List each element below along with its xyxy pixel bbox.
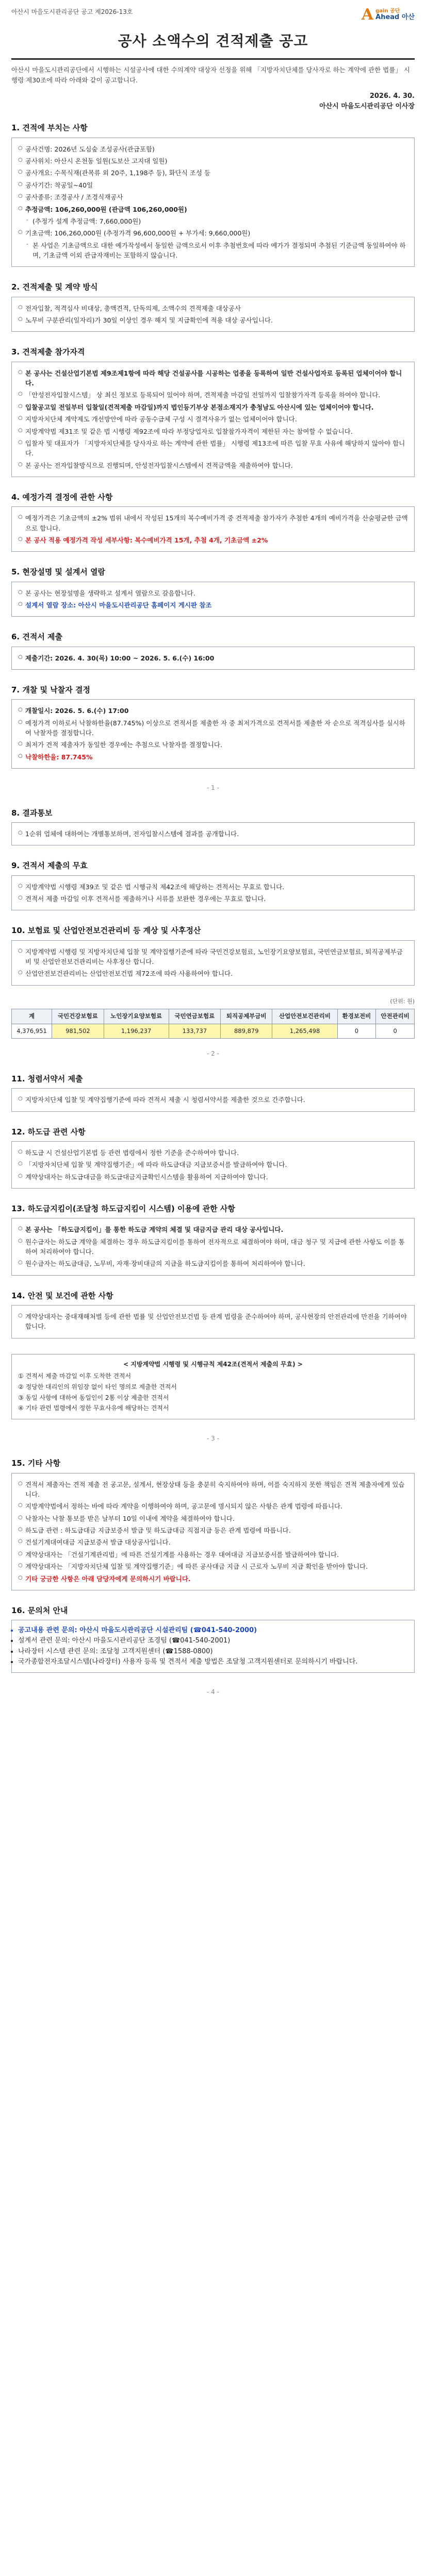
header <box>0 0 426 27</box>
table-header-cell: 산업안전보건관리비 <box>272 1009 337 1024</box>
page-number: - 4 - <box>207 1688 219 1696</box>
list-item: ○ 하도급 시 건설산업기본법 등 관련 법령에서 정한 기준을 준수하여야 합니다. <box>18 1147 408 1159</box>
section <box>0 1450 426 1598</box>
table-cell: 0 <box>376 1024 415 1039</box>
contact-title: 16. 문의처 안내 <box>11 1605 68 1615</box>
section-box <box>11 138 415 267</box>
list-item: ○ 공사개요: 수목식재(관목류 외 20주, 1,198주 등), 화단식 조성 등 <box>18 167 408 179</box>
list-item: ○ 본 공사는 전자입찰방식으로 진행되며, 안성전자입찰시스템에서 견적금액을 제출하여야 합니다. <box>18 460 408 471</box>
section-title: 5. 현장설명 및 설계서 열람 <box>11 567 105 577</box>
section-title: 14. 안전 및 보건에 관한 사항 <box>11 1291 113 1300</box>
section-box <box>11 1088 415 1111</box>
logo-bottom: Ahead 아산 <box>375 13 415 22</box>
list-item: ○ 「지방자치단체 입찰 및 계약집행기준」에 따라 하도급대금 지급보증서를 발급하여야 합니다. <box>18 1159 408 1171</box>
list-item: ○ 낙찰하한율: 87.745% <box>18 751 408 763</box>
issue-date: 2026. 4. 30. <box>369 92 415 100</box>
list-item: - 본 사업은 기초금액으로 대한 예가작성에서 동일한 금액으로서 이후 추첨번호에 따라 예가가 결정되며 추첨된 기준금액 동일하여야 하며, 기초금액 이외 관급자재비는 포함하지 않습니다. <box>18 240 408 262</box>
list-item: - (추정가 설계 추정금액: 7,660,000원) <box>18 215 408 227</box>
legal-line: ① 견적서 제출 마감일 이후 도착한 견적서 <box>18 1372 132 1380</box>
list-item: ○ 원수급자는 하도급대금, 노무비, 자재·장비대금의 지급을 하도급지킴이를 통하여 처리하여야 합니다. <box>18 1258 408 1269</box>
list-item: ○ 설계서 열람 장소: 아산시 마을도시관리공단 홈페이지 게시판 참조 <box>18 599 408 611</box>
sections-group-4 <box>0 1450 426 1598</box>
list-item: ○ 본 공사 적용 예정가격 작성 세부사항: 복수예비가격 15개, 추첨 4개, 기초금액 ±2% <box>18 534 408 546</box>
section-title: 3. 견적제출 참가자격 <box>11 347 85 357</box>
list-item: ○ 공사기간: 착공일~40일 <box>18 179 408 191</box>
section-title: 13. 하도급지킴이(조달청 하도급지킴이 시스템) 이용에 관한 사항 <box>11 1204 235 1214</box>
list-item: ○ 입찰공고일 전일부터 입찰일(견적제출 마감일)까지 법인등기부상 본점소재지가 충청남도 아산시에 있는 업체이어야 합니다. <box>18 401 408 413</box>
section-title: 9. 견적서 제출의 무효 <box>11 861 88 871</box>
list-item: ○ 본 공사는 건설산업기본법 제9조제1항에 따라 해당 건설공사를 시공하는 업종을 등록하여 일반 건설사업자로 등록된 업체이어야 합니다. <box>18 367 408 389</box>
section <box>0 1119 426 1196</box>
table-cell: 133,737 <box>169 1024 220 1039</box>
list-item: ○ 견적서 제출자는 견적 제출 전 공고문, 설계서, 현장상태 등을 충분히 숙지하여야 하며, 이를 숙지하지 못한 책임은 견적 제출자에게 있습니다. <box>18 1479 408 1501</box>
table-header-row <box>12 1009 415 1024</box>
section-title: 11. 청렴서약서 제출 <box>11 1074 83 1084</box>
list-item: ○ 공사위치: 아산시 온천동 일원(도보산 고지대 일원) <box>18 155 408 167</box>
section-box <box>11 647 415 670</box>
list-item: ○ 개찰일시: 2026. 5. 6.(수) 17:00 <box>18 705 408 717</box>
section <box>0 800 426 853</box>
section-title: 1. 견적에 부치는 사항 <box>11 123 88 133</box>
list-item: ○ 예정가격 이하로서 낙찰하한율(87.745%) 이상으로 견적서를 제출한 자 중 최저가격으로 견적서를 제출한 자 순으로 적격심사를 실시하여 낙찰자를 결정합니다. <box>18 717 408 739</box>
insurance-amount-table <box>11 1009 415 1039</box>
list-item: ○ 산업안전보건관리비는 산업안전보건법 제72조에 따라 사용하여야 합니다. <box>18 968 408 979</box>
list-item: ○ 계약상대자는 하도급대금을 하도급대금지급확인시스템을 활용하여 지급하여야 합니다. <box>18 1171 408 1183</box>
section-title: 12. 하도급 관련 사항 <box>11 1127 86 1137</box>
list-item: ○ 계약상대자는 중대재해처벌 등에 관한 법률 및 산업안전보건법 등 관계 법령을 준수하여야 하며, 공사현장의 안전관리에 만전을 기하여야 합니다. <box>18 1311 408 1333</box>
sections-group-3 <box>0 1066 426 1346</box>
table-cell: 1,265,498 <box>272 1024 337 1039</box>
section-box <box>11 362 415 477</box>
list-item: ○ 본 공사는 현장설명을 생략하고 설계서 열람으로 갈음합니다. <box>18 587 408 599</box>
section <box>0 484 426 559</box>
list-item: ○ 예정가격은 기초금액의 ±2% 범위 내에서 작성된 15개의 복수예비가격 중 견적제출 참가자가 추첨한 4개의 예비가격을 산술평균한 금액으로 합니다. <box>18 512 408 534</box>
list-item: ○ 추정금액: 106,260,000원 (관급액 106,260,000원) <box>18 204 408 215</box>
section <box>0 853 426 918</box>
table-unit: (단위: 원) <box>390 997 415 1005</box>
section-title: 7. 개찰 및 낙찰자 결정 <box>11 685 90 695</box>
section <box>0 677 426 776</box>
section-box <box>11 822 415 845</box>
section-box <box>11 297 415 332</box>
section-title: 15. 기타 사항 <box>11 1459 60 1468</box>
list-item: ○ 지방자치단체 입찰 및 계약집행기준에 따라 견적서 제출 시 청렴서약서를 제출한 것으로 간주합니다. <box>18 1094 408 1106</box>
section-title: 10. 보험료 및 산업안전보건관리비 등 계상 및 사후정산 <box>11 926 201 936</box>
list-item: ○ 지방자치단체 계약제도 개선방안에 따라 공동수급체 구성 시 결격사유가 없는 업체이어야 합니다. <box>18 413 408 425</box>
list-item: ○ 낙찰자는 낙찰 통보를 받은 날부터 10일 이내에 계약을 체결하여야 합니다. <box>18 1513 408 1524</box>
section-box <box>11 1473 415 1590</box>
list-item: ○ 지방계약법 시행령 및 지방자치단체 입찰 및 계약집행기준에 따라 국민건강보험료, 노인장기요양보험료, 국민연금보험료, 퇴직공제부금비 및 산업안전보건관리비는 사후정산 합니다. <box>18 946 408 968</box>
list-item: ○ 지방계약법에서 정하는 바에 따라 계약을 이행하여야 하며, 공고문에 명시되지 않은 사항은 관계 법령에 따릅니다. <box>18 1500 408 1512</box>
list-item: ○ 지방계약법 시행령 제39조 및 같은 법 시행규칙 제42조에 해당하는 견적서는 무효로 합니다. <box>18 881 408 893</box>
legal-box-heading: < 지방계약법 시행령 및 시행규칙 제42조(견적서 제출의 무효) > <box>123 1360 303 1368</box>
notice-number: 아산시 마을도시관리공단 공고 제2026-13호 <box>11 8 133 15</box>
section-title: 8. 결과통보 <box>11 808 53 818</box>
list-item: ○ 제출기간: 2026. 4. 30(목) 10:00 ~ 2026. 5. 6.(수) 16:00 <box>18 652 408 664</box>
section-box <box>11 506 415 552</box>
logo-mark: A <box>361 6 374 24</box>
list-item: ○ 공사종류: 조경공사 / 조경식재공사 <box>18 191 408 203</box>
logo-top: gain 공단 <box>375 8 400 14</box>
section <box>0 1066 426 1119</box>
contact-item: • 나라장터 시스템 관련 문의: 조달청 고객지원센터 (☎1588-0800) <box>18 1647 408 1657</box>
list-item: ○ 기타 궁금한 사항은 아래 담당자에게 문의하시기 바랍니다. <box>18 1573 408 1585</box>
list-item: ○ 지방계약법 제31조 및 같은 법 시행령 제92조에 따라 부정당업자로 입찰참가자격이 제한된 자는 참여할 수 없습니다. <box>18 426 408 437</box>
issue-date-block <box>0 87 426 115</box>
page-number: - 3 - <box>207 1434 219 1442</box>
section-box <box>11 582 415 617</box>
section-box <box>11 1218 415 1276</box>
section-title: 4. 예정가격 결정에 관한 사항 <box>11 493 113 502</box>
table-header-cell: 안전관리비 <box>376 1009 415 1024</box>
section <box>0 1283 426 1346</box>
list-item: ○ 기초금액: 106,260,000원 (추정가격 96,600,000원 + 부가세: 9,660,000원) <box>18 227 408 239</box>
legal-line: ② 정당한 대리인의 위임장 없이 타인 명의로 제출한 견적서 <box>18 1383 177 1391</box>
table-header-cell: 계 <box>12 1009 52 1024</box>
list-item: ○ 입찰자 및 대표자가 「지방자치단체를 당사자로 하는 계약에 관한 법률」 시행령 제13조에 따른 입찰 무효 사유에 해당하지 않아야 합니다. <box>18 437 408 460</box>
legal-box <box>11 1354 415 1419</box>
sections-group-1 <box>0 115 426 776</box>
list-item: ○ 하도급 관련 : 하도급대금 지급보증서 발급 및 하도급대금 직접지급 등은 관계 법령에 따릅니다. <box>18 1524 408 1536</box>
list-item: ○ 견적서 제출 마감일 이후 견적서를 제출하거나 서류를 보완한 경우에는 무효로 합니다. <box>18 893 408 905</box>
section-title: 6. 견적서 제출 <box>11 632 63 642</box>
list-item: ○ 건설기계대여대금 지급보증서 발급 대상공사입니다. <box>18 1536 408 1548</box>
page-title: 공사 소액수의 견적제출 공고 <box>118 32 308 49</box>
list-item: ○ 전자입찰, 적격심사 비대상, 총액견적, 단독의제, 소액수의 견적제출 대상공사 <box>18 302 408 314</box>
amount-table-section <box>0 993 426 1042</box>
legal-box-section <box>0 1346 426 1427</box>
legal-line: ③ 동일 사항에 대하여 동일인이 2통 이상 제출한 견적서 <box>18 1394 169 1401</box>
section-box <box>11 875 415 911</box>
section-box <box>11 1141 415 1189</box>
table-header-cell: 국민건강보험료 <box>52 1009 104 1024</box>
table-cell: 889,879 <box>221 1024 272 1039</box>
list-item: ○ 1순위 업체에 대하여는 개별통보하며, 전자입찰시스템에 결과를 공개합니다. <box>18 828 408 840</box>
section-box <box>11 699 415 769</box>
list-item: ○ 공사건명: 2026년 도심숲 조성공사(관급포함) <box>18 143 408 155</box>
section-box <box>11 1305 415 1338</box>
section-title: 2. 견적제출 및 계약 방식 <box>11 282 98 292</box>
table-header-cell: 환경보전비 <box>337 1009 376 1024</box>
contact-item: • 공고내용 관련 문의: 아산시 마을도시관리공단 시설관리팀 (☎041-540-2000) <box>18 1625 408 1636</box>
table-cell: 0 <box>337 1024 376 1039</box>
section <box>0 918 426 992</box>
list-item: ○ 「안성전자입찰시스템」 상 최신 정보로 등록되어 있어야 하며, 견적제출 마감일 전일까지 입찰참가자격 등록을 하여야 합니다. <box>18 389 408 401</box>
section-box <box>11 940 415 986</box>
list-item: ○ 계약상대자는 「지방자치단체 입찰 및 계약집행기준」에 따른 공사대금 지급 시 근로자 노무비 지급 확인을 받아야 합니다. <box>18 1561 408 1572</box>
table-header-cell: 노인장기요양보험료 <box>104 1009 169 1024</box>
section <box>0 339 426 484</box>
list-item: ○ 본 공사는 「하도급지킴이」를 통한 하도급 계약의 체결 및 대금지급 관리 대상 공사입니다. <box>18 1224 408 1235</box>
list-item: ○ 원수급자는 하도급 계약을 체결하는 경우 하도급지킴이를 통하여 전자적으로 체결하여야 하며, 대금 청구 및 지급에 관한 사항도 이를 통하여 처리하여야 합니다. <box>18 1236 408 1258</box>
issuer: 아산시 마을도시관리공단 이사장 <box>319 103 415 111</box>
logo <box>362 7 415 23</box>
contact-section <box>0 1598 426 1680</box>
table-cell: 1,196,237 <box>104 1024 169 1039</box>
sections-group-2 <box>0 800 426 993</box>
page-number: - 1 - <box>207 784 219 792</box>
list-item: ○ 노무비 구분관리(일자리)가 30일 이상인 경우 해지 및 지급확인에 적용 대상 공사입니다. <box>18 314 408 326</box>
intro-text: 아산시 마을도시관리공단에서 시행하는 시설공사에 대한 수의계약 대상자 선정을 위해 「지방자치단체를 당사자로 하는 계약에 관한 법률」 시행령 제30조에 따라 아래와 같이 공고합니다. <box>11 66 410 84</box>
list-item: ○ 계약상대자는 「건설기계관리법」에 따른 건설기계를 사용하는 경우 대여대금 지급보증서를 발급하여야 합니다. <box>18 1549 408 1561</box>
section <box>0 559 426 624</box>
table-cell: 4,376,951 <box>12 1024 52 1039</box>
table-row <box>12 1024 415 1039</box>
section <box>0 1196 426 1283</box>
table-header-cell: 퇴직공제부금비 <box>221 1009 272 1024</box>
table-header-cell: 국민연금보험료 <box>169 1009 220 1024</box>
contact-item: • 설계서 관련 문의: 아산시 마을도시관리공단 조경팀 (☎041-540-2001) <box>18 1636 408 1646</box>
section <box>0 624 426 677</box>
legal-line: ④ 기타 관련 법령에서 정한 무효사유에 해당하는 견적서 <box>18 1404 169 1412</box>
list-item: ○ 최저가 견적 제출자가 동일한 경우에는 추첨으로 낙찰자를 결정합니다. <box>18 739 408 751</box>
page-number: - 2 - <box>207 1050 219 1058</box>
contact-box <box>11 1620 415 1673</box>
contact-item: • 국가종합전자조달시스템(나라장터) 사용자 등록 및 견적서 제출 방법은 조달청 고객지원센터로 문의하시기 바랍니다. <box>18 1657 408 1667</box>
section <box>0 274 426 339</box>
section <box>0 115 426 274</box>
table-cell: 981,502 <box>52 1024 104 1039</box>
